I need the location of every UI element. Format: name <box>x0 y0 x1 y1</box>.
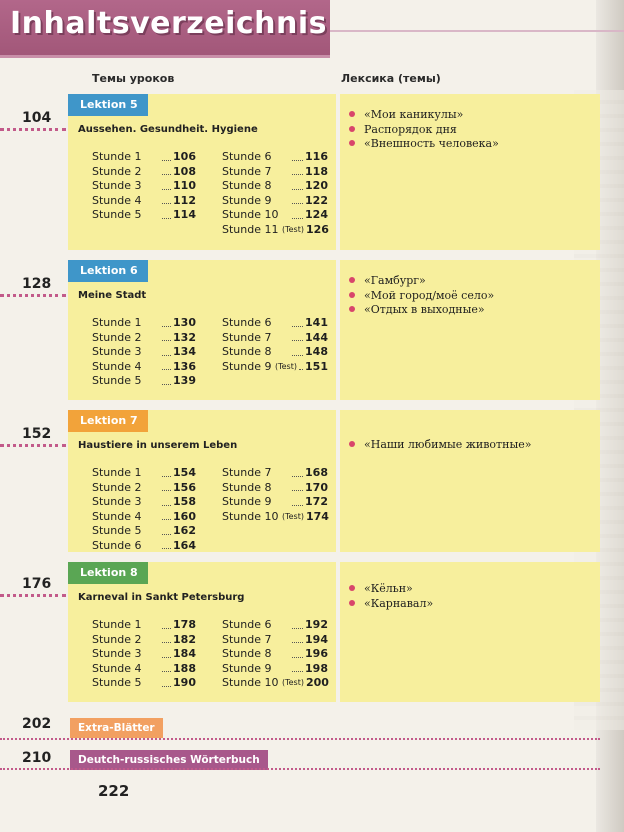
vocab-block-6 <box>340 260 600 400</box>
stunde-list-right <box>222 150 328 237</box>
stunde-row-test[interactable]: Stunde 9 (Test) 151 <box>222 359 328 373</box>
bullet-icon <box>349 126 355 132</box>
vocab-item: «Кёльн» <box>340 582 600 597</box>
stunde-row[interactable]: Stunde 8 148 <box>222 345 328 358</box>
vocab-block-7 <box>340 410 600 552</box>
bullet-icon <box>349 585 355 591</box>
lektion-badge[interactable]: Lektion 5 <box>68 94 148 116</box>
page-number-extra: 202 <box>22 716 52 732</box>
column-header-lessons: Темы уроков <box>92 72 175 85</box>
stunde-row[interactable]: Stunde 7 168 <box>222 466 328 479</box>
bullet-icon <box>349 277 355 283</box>
stunde-row[interactable]: Stunde 8 196 <box>222 647 328 660</box>
stunde-row[interactable]: Stunde 2 182 <box>92 632 196 646</box>
stunde-row[interactable]: Stunde 9 172 <box>222 495 328 508</box>
lektion-badge[interactable]: Lektion 7 <box>68 410 148 432</box>
page-number: 128 <box>22 276 52 292</box>
vocab-item: «Мой город/моё село» <box>340 289 600 304</box>
stunde-row[interactable]: Stunde 7 144 <box>222 330 328 344</box>
stunde-list-right <box>222 466 328 524</box>
stunde-list-left <box>92 618 196 691</box>
bullet-icon <box>349 600 355 606</box>
stunde-list-left <box>92 150 196 223</box>
bullet-icon <box>349 111 355 117</box>
lesson-section-7 <box>68 410 336 552</box>
stunde-row-test[interactable]: Stunde 11 (Test) 126 <box>222 222 329 236</box>
stunde-row[interactable]: Stunde 3 158 <box>92 495 196 508</box>
stunde-row[interactable]: Stunde 8 120 <box>222 179 328 192</box>
page-number: 152 <box>22 426 52 442</box>
stunde-list-right <box>222 316 328 374</box>
stunde-row[interactable]: Stunde 1 178 <box>92 618 196 631</box>
stunde-row[interactable]: Stunde 2 156 <box>92 480 196 494</box>
stunde-list-left <box>92 316 196 389</box>
vocab-item: Распорядок дня <box>340 123 600 138</box>
stunde-row[interactable]: Stunde 4 160 <box>92 509 196 523</box>
bullet-icon <box>349 140 355 146</box>
dotted-rule <box>0 738 600 740</box>
vocab-item: «Внешность человека» <box>340 137 600 152</box>
page-title: Inhaltsverzeichnis <box>10 6 328 41</box>
page-number: 104 <box>22 110 52 126</box>
extra-blaetter-badge[interactable]: Extra-Blätter <box>70 718 163 738</box>
dotted-rule <box>0 294 66 297</box>
stunde-row[interactable]: Stunde 5 114 <box>92 208 196 221</box>
bullet-icon <box>349 441 355 447</box>
lesson-section-8 <box>68 562 336 702</box>
lektion-badge[interactable]: Lektion 6 <box>68 260 148 282</box>
stunde-row[interactable]: Stunde 7 118 <box>222 164 328 178</box>
vocab-item: «Мои каникулы» <box>340 108 600 123</box>
test-tag: (Test) <box>281 224 304 234</box>
column-header-vocab: Лексика (темы) <box>341 72 441 85</box>
stunde-row[interactable]: Stunde 4 112 <box>92 193 196 207</box>
bullet-icon <box>349 306 355 312</box>
stunde-row[interactable]: Stunde 2 132 <box>92 330 196 344</box>
lesson-title: Karneval in Sankt Petersburg <box>78 592 245 603</box>
stunde-row[interactable]: Stunde 5 190 <box>92 676 196 689</box>
stunde-row[interactable]: Stunde 6 192 <box>222 618 328 631</box>
stunde-row[interactable]: Stunde 1 130 <box>92 316 196 329</box>
lektion-badge[interactable]: Lektion 8 <box>68 562 148 584</box>
stunde-row[interactable]: Stunde 6 116 <box>222 150 328 163</box>
lesson-section-6 <box>68 260 336 400</box>
stunde-row[interactable]: Stunde 10 124 <box>222 208 328 221</box>
stunde-row[interactable]: Stunde 5 162 <box>92 524 196 537</box>
test-tag: (Test) <box>281 511 304 521</box>
page-number-dictionary: 210 <box>22 750 52 766</box>
lesson-title: Aussehen. Gesundheit. Hygiene <box>78 124 258 135</box>
lesson-section-5 <box>68 94 336 250</box>
dotted-rule <box>0 128 66 131</box>
stunde-row[interactable]: Stunde 6 164 <box>92 538 196 552</box>
stunde-row[interactable]: Stunde 9 122 <box>222 193 328 207</box>
dotted-rule <box>0 594 66 597</box>
stunde-row[interactable]: Stunde 1 154 <box>92 466 196 479</box>
stunde-row[interactable]: Stunde 6 141 <box>222 316 328 329</box>
test-tag: (Test) <box>281 678 304 687</box>
stunde-list-left <box>92 466 196 553</box>
stunde-row[interactable]: Stunde 3 110 <box>92 179 196 192</box>
banner-rule <box>330 30 624 32</box>
lesson-title: Haustiere in unserem Leben <box>78 440 238 451</box>
vocab-item: «Отдых в выходные» <box>340 303 600 318</box>
stunde-row[interactable]: Stunde 9 198 <box>222 661 328 675</box>
lesson-title: Meine Stadt <box>78 290 147 301</box>
dotted-rule <box>0 768 600 770</box>
vocab-item: «Гамбург» <box>340 274 600 289</box>
bullet-icon <box>349 292 355 298</box>
stunde-row[interactable]: Stunde 4 188 <box>92 661 196 675</box>
stunde-row[interactable]: Stunde 8 170 <box>222 480 328 494</box>
dictionary-badge[interactable]: Deutch-russisches Wörterbuch <box>70 750 268 770</box>
stunde-row[interactable]: Stunde 3 184 <box>92 647 196 660</box>
page-number: 176 <box>22 576 52 592</box>
dotted-rule <box>0 444 66 447</box>
stunde-list-right <box>222 618 328 691</box>
vocab-item: «Карнавал» <box>340 597 600 612</box>
test-tag: (Test) <box>274 361 297 371</box>
vocab-block-5 <box>340 94 600 250</box>
vocab-item: «Наши любимые животные» <box>340 438 600 453</box>
stunde-row[interactable]: Stunde 1 106 <box>92 150 196 163</box>
stunde-row[interactable]: Stunde 3 134 <box>92 345 196 358</box>
title-banner <box>0 0 330 58</box>
stunde-row-test[interactable]: Stunde 10 (Test) 200 <box>222 676 329 689</box>
page-footer-number: 222 <box>98 782 130 800</box>
stunde-row-test[interactable]: Stunde 10 (Test) 174 <box>222 509 329 523</box>
stunde-row[interactable]: Stunde 7 194 <box>222 632 328 646</box>
vocab-block-8 <box>340 562 600 702</box>
stunde-row[interactable]: Stunde 2 108 <box>92 164 196 178</box>
stunde-row[interactable]: Stunde 4 136 <box>92 359 196 373</box>
stunde-row[interactable]: Stunde 5 139 <box>92 374 196 387</box>
